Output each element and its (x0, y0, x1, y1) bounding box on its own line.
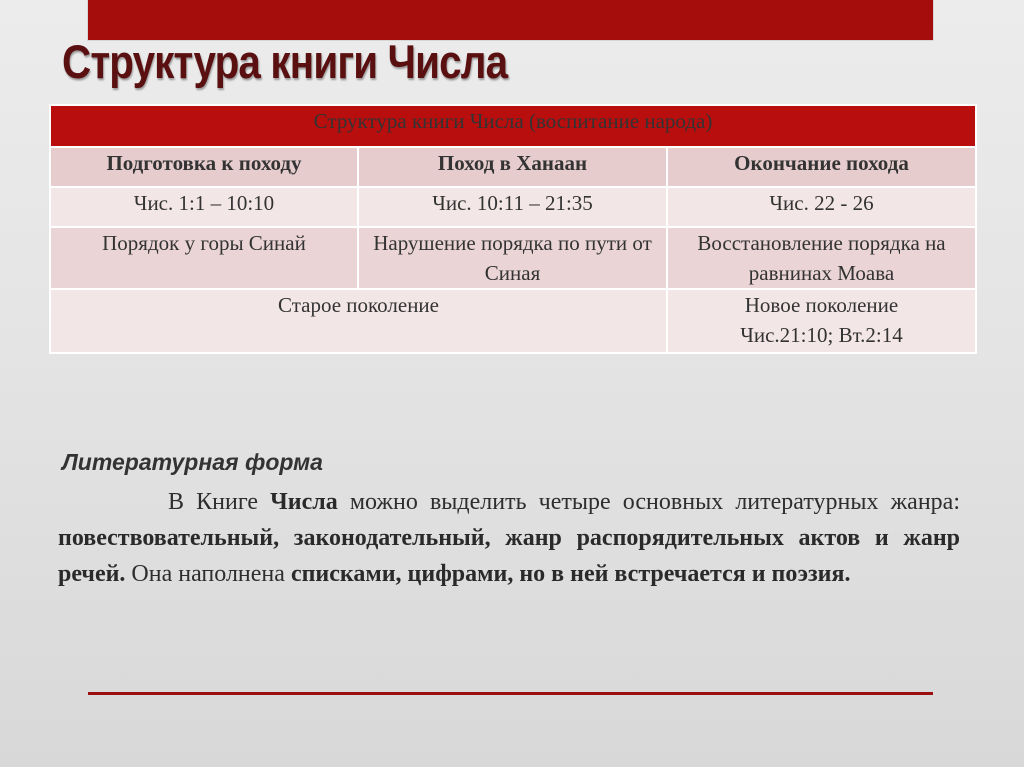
new-generation-reference: Чис.21:10; Вт.2:14 (740, 323, 903, 347)
paragraph-bold: Числа (270, 489, 338, 515)
column-header: Окончание похода (667, 147, 976, 187)
bottom-divider (88, 692, 933, 695)
slide-title: Структура книги Числа (62, 35, 508, 88)
paragraph-text: Она наполнена (125, 561, 291, 587)
table-cell: Нарушение порядка по пути от Синая (358, 227, 667, 289)
paragraph-bold: повествовательный, законодательный, жанр распорядительных актов и жанр речей. (58, 525, 960, 587)
table-cell: Чис. 10:11 – 21:35 (358, 187, 667, 227)
literary-form-heading: Литературная форма (62, 449, 323, 475)
table-row (50, 289, 976, 353)
table-cell: Восстановление порядка на равнинах Моава (667, 227, 976, 289)
paragraph-text: В Книге (168, 489, 271, 515)
column-header: Поход в Ханаан (358, 147, 667, 187)
table-cell-new-generation (667, 289, 976, 353)
table-cell: Чис. 22 - 26 (667, 187, 976, 227)
table-cell: Порядок у горы Синай (50, 227, 358, 289)
paragraph-bold: списками, цифрами, но в ней встречается и поэзия. (290, 561, 851, 587)
table-columns-row (50, 147, 976, 187)
table-row (50, 187, 976, 227)
literary-form-paragraph (58, 484, 960, 592)
column-header: Подготовка к походу (50, 147, 358, 187)
table-header-row (50, 105, 976, 147)
table-header: Структура книги Числа (воспитание народа) (50, 105, 976, 147)
structure-table (49, 104, 977, 354)
table-cell-old-generation: Старое поколение (50, 289, 667, 353)
table-row (50, 227, 976, 289)
new-generation-label: Новое поколение (744, 293, 899, 317)
table-cell: Чис. 1:1 – 10:10 (50, 187, 358, 227)
paragraph-text: можно выделить четыре основных литературных жанра: (337, 489, 960, 515)
